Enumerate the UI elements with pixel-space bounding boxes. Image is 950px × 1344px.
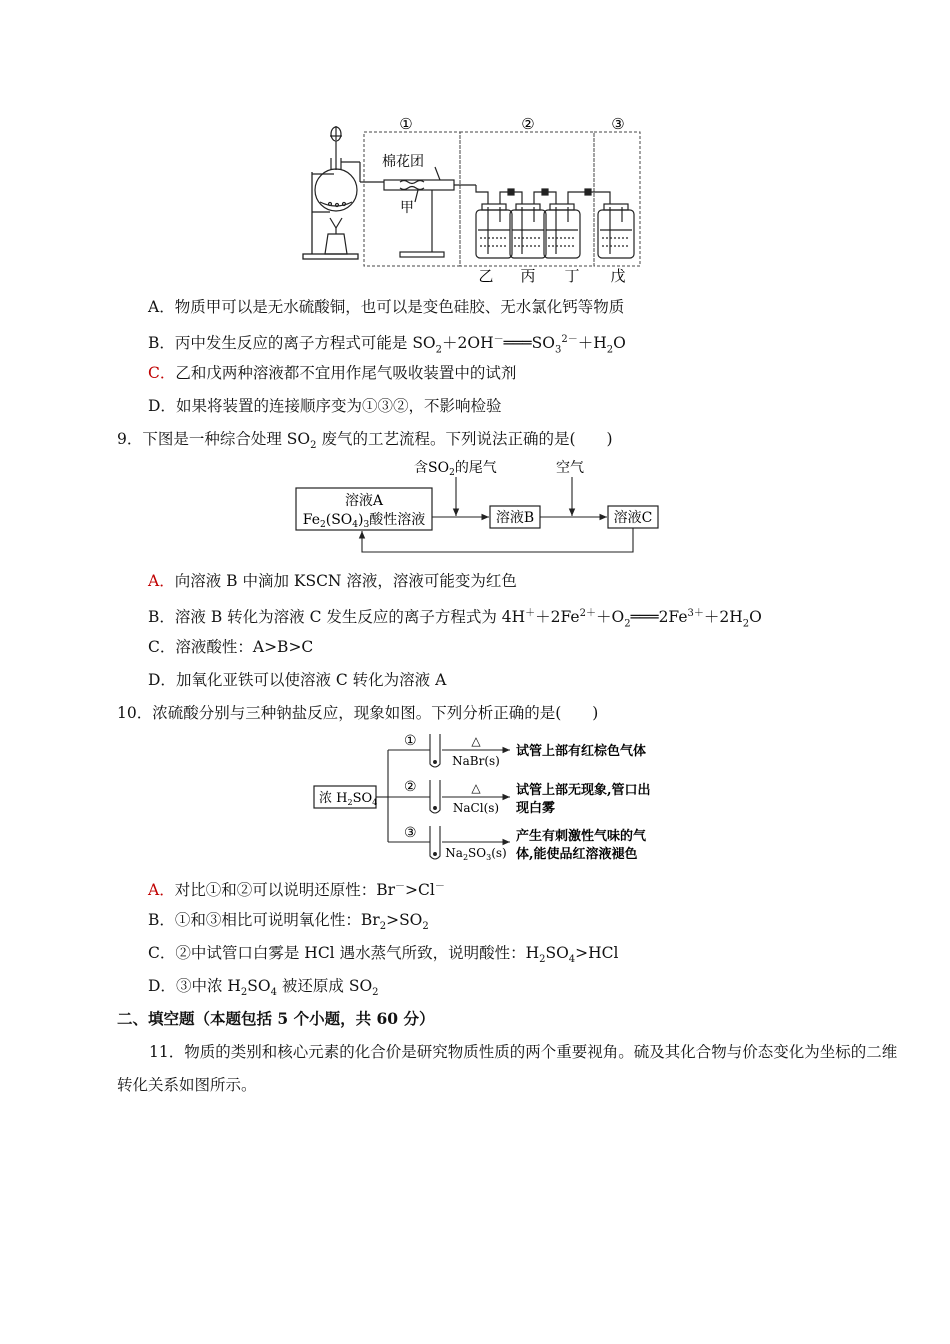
q9-stem: 9．下图是一种综合处理 $SO_2$ 废气的工艺流程。下列说法正确的是( ): [117, 430, 613, 452]
q10-option-d: D．③中浓 $H_2SO_4$ 被还原成 $SO_2$: [148, 977, 379, 999]
wash-bottles: [476, 204, 634, 258]
separatory-funnel: [330, 126, 342, 170]
row2-num: ②: [404, 779, 417, 795]
source-label: 浓 $H_2SO_4$: [319, 791, 378, 807]
cotton-label: 棉花团: [382, 154, 424, 170]
row1-num: ①: [404, 733, 417, 749]
q9-option-d: D．加氧化亚铁可以使溶液 C 转化为溶液 A: [148, 671, 447, 689]
q10-option-b: B．①和③相比可说明氧化性：$Br_2>SO_2$: [148, 911, 429, 933]
q9-option-b: B．溶液 B 转化为溶液 C 发生反应的离子方程式为 $4H^++2Fe^{2+}+O_2═══2Fe^{3+}+2H_2O$: [148, 608, 762, 630]
q8-option-a: A．物质甲可以是无水硫酸铜，也可以是变色硅胶、无水氯化钙等物质: [148, 298, 625, 316]
region-num-1: ①: [399, 115, 413, 133]
round-bottom-flask: [315, 158, 384, 211]
iron-stand: [303, 172, 358, 259]
q9-option-a: A．向溶液 B 中滴加 KSCN 溶液，溶液可能变为红色: [148, 572, 517, 590]
row1-heat: △: [471, 734, 481, 748]
region-num-3: ③: [611, 115, 625, 133]
box-a-line2: $Fe_2(SO_4)_3$酸性溶液: [302, 512, 426, 530]
section-heading: 二、填空题（本题包括 5 个小题，共 60 分）: [117, 1009, 435, 1028]
row2-result-1: 试管上部无现象,管口出: [516, 783, 651, 798]
alcohol-lamp: [325, 218, 347, 254]
q10-option-a: A．对比①和②可以说明还原性：Br－>Cl－: [148, 881, 445, 900]
row2-result-2: 现白雾: [516, 801, 556, 816]
test-tubes: [430, 734, 510, 859]
q9-flow-diagram: [290, 455, 670, 560]
jia-label: 甲: [400, 200, 414, 216]
drying-tube: [384, 167, 476, 257]
row2-heat: △: [471, 781, 481, 795]
bottle-wu: [598, 204, 634, 258]
row3-result-2: 体,能使品红溶液褪色: [516, 847, 638, 862]
q10-stem: 10．浓硫酸分别与三种钠盐反应，现象如图。下列分析正确的是( ): [117, 704, 599, 722]
gas-detection-apparatus: [300, 112, 645, 287]
region-num-2: ②: [521, 115, 535, 133]
gas-in-label: 含$SO_2$的尾气: [414, 460, 497, 478]
row3-result-1: 产生有刺激性气味的气: [516, 829, 647, 844]
bottle-ding: [544, 204, 580, 258]
row3-reagent: $Na_2SO_3(s)$: [445, 846, 507, 862]
row1-reagent: NaBr(s): [452, 754, 500, 768]
bottle-yi: [476, 204, 512, 258]
bottle-label-wu: 戊: [610, 267, 626, 285]
row3-num: ③: [404, 825, 417, 841]
bottle-label-bing: 丙: [520, 267, 536, 285]
q10-option-c: C．②中试管口白雾是 HCl 遇水蒸气所致，说明酸性：$H_2SO_4>HCl$: [148, 944, 619, 966]
box-b-label: 溶液B: [495, 510, 535, 526]
box-a-line1: 溶液A: [344, 493, 384, 509]
row2-reagent: NaCl(s): [452, 801, 500, 815]
q8-option-b: B．丙中发生反应的离子方程式可能是 $SO_2+2OH^-═══SO_3^{2-}+H_2O$: [148, 334, 626, 356]
q8-option-d: D．如果将装置的连接顺序变为①③②，不影响检验: [148, 397, 502, 415]
q8-option-c: C．乙和戊两种溶液都不宜用作尾气吸收装置中的试剂: [148, 364, 517, 382]
air-label: 空气: [556, 460, 584, 476]
q9-option-c: C．溶液酸性：A>B>C: [148, 638, 314, 656]
box-c-label: 溶液C: [613, 510, 653, 526]
q11-text: 11．物质的类别和核心元素的化合价是研究物质性质的两个重要视角。硫及其化合物与价态变化为坐标的二维转化关系如图所示。: [117, 1043, 898, 1094]
q10-reaction-diagram: [310, 730, 680, 868]
row1-result: 试管上部有红棕色气体: [516, 744, 647, 759]
bottle-label-ding: 丁: [564, 267, 580, 285]
bottle-bing: [510, 204, 546, 258]
bottle-label-yi: 乙: [478, 267, 494, 285]
